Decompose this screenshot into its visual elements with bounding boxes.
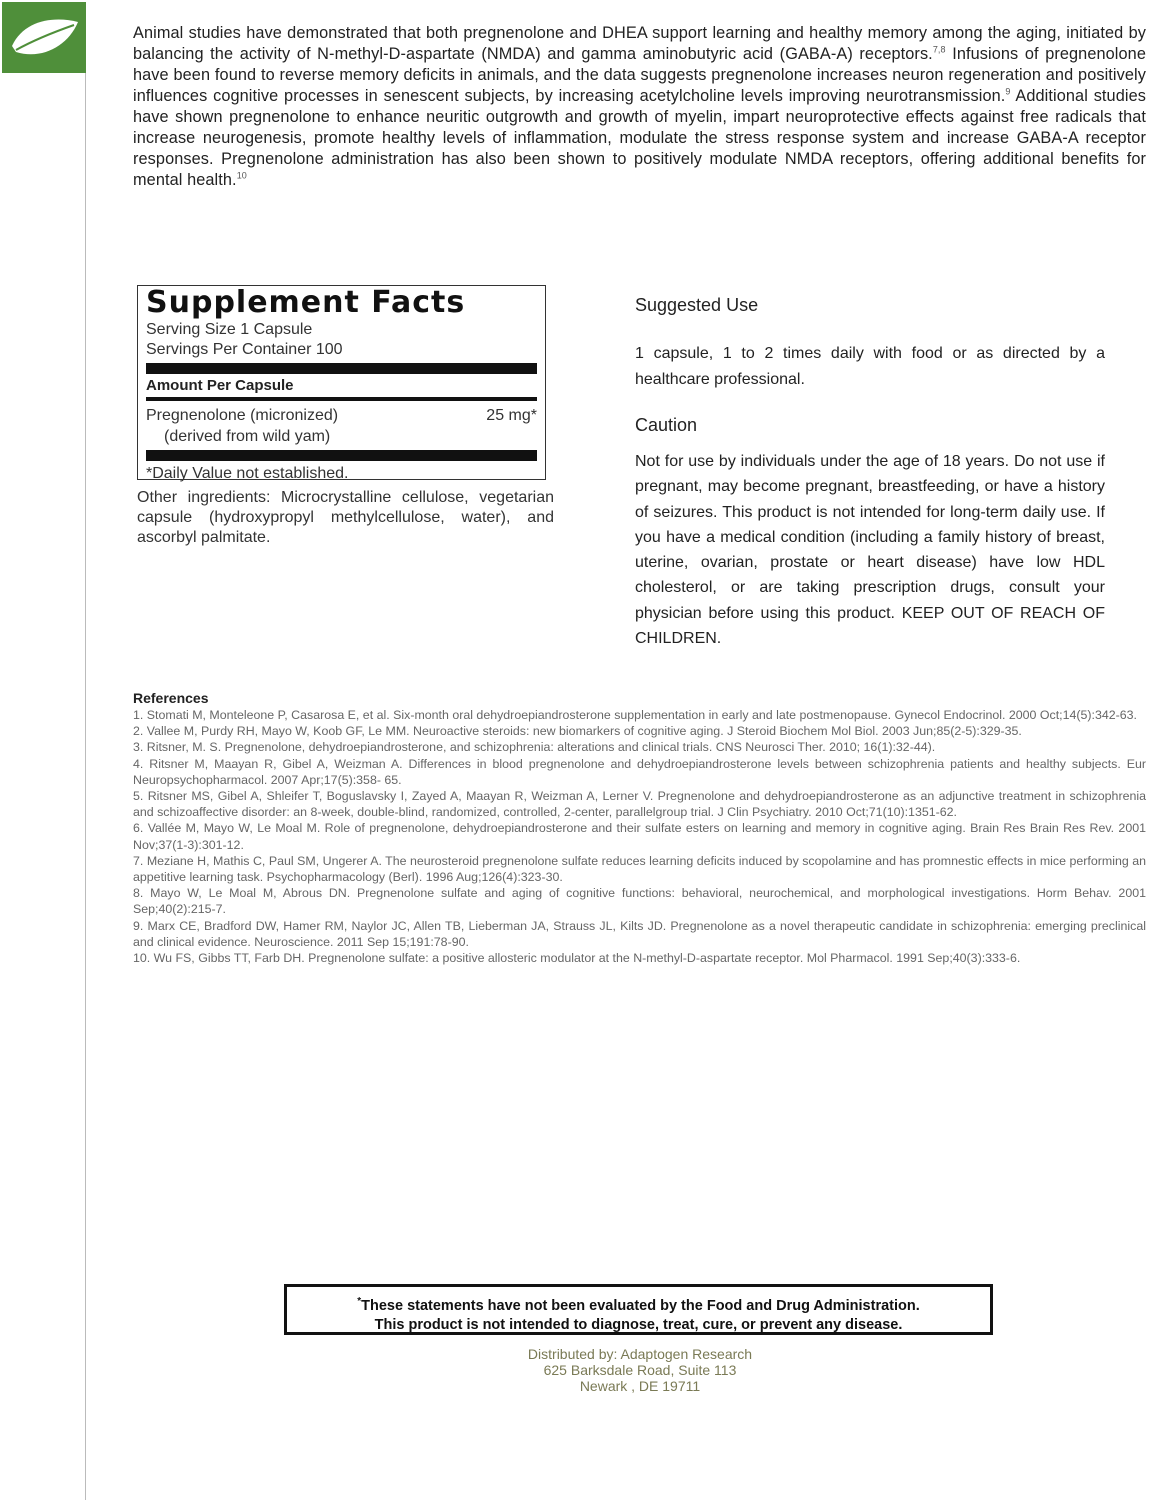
- reference-item: 7. Meziane H, Mathis C, Paul SM, Ungerer A. The neurosteroid pregnenolone sulfate reduces learning deficits induced by scopolamine and has promnestic effects in mice performing an appetitive learning task. Psychopharmacology (Berl). 1996 Aug;126(4):323-30.: [133, 853, 1146, 885]
- supplement-facts-panel: [137, 285, 546, 480]
- references-list: [133, 707, 1146, 966]
- intro-text-2: Infusions of pregnenolone have been found to reverse memory deficits in animals, and the data suggests pregnenolone increases neuron regeneration and positively influences cognitive processes in senescent subjects, by increasing acetylcholine levels improving neurotransmission.: [133, 45, 1146, 105]
- citation-superscript: 10: [236, 170, 247, 181]
- suggested-use-heading: Suggested Use: [635, 295, 759, 315]
- reference-item: 2. Vallee M, Purdy RH, Mayo W, Koob GF, Le MM. Neuroactive steroids: new biomarkers of cognitive aging. J Steroid Biochem Mol Biol. 2003 Jun;85(2-5):329-35.: [133, 724, 1022, 739]
- fda-disclaimer-line-2: This product is not intended to diagnose, treat, cure, or prevent any disease.: [374, 1316, 903, 1333]
- references-section: [133, 689, 1146, 966]
- distributor-address: 625 Barksdale Road, Suite 113: [543, 1362, 737, 1378]
- disclaimer-asterisk: *: [357, 1296, 362, 1307]
- reference-item: 10. Wu FS, Gibbs TT, Farb DH. Pregnenolone sulfate: a positive allosteric modulator at the N-methyl-D-aspartate receptor. Mol Pharmacol. 1991 Sep;40(3):333-6.: [133, 951, 1021, 966]
- caution-heading: Caution: [635, 415, 698, 435]
- reference-item: 8. Mayo W, Le Moal M, Abrous DN. Pregnenolone sulfate and aging of cognitive functions: behavioral, neurochemical, and morphological investigations. Horm Behav. 2001 Sep;40(2):215-7.: [133, 886, 1146, 917]
- ingredient-row: [146, 405, 537, 426]
- daily-value-note: *Daily Value not established.: [146, 465, 349, 482]
- servings-per-container: Servings Per Container 100: [146, 341, 343, 358]
- facts-divider-thin: [146, 397, 537, 401]
- leaf-icon: [2, 2, 86, 73]
- citation-superscript: 7,8: [932, 44, 946, 55]
- distributor-city: Newark , DE 19711: [579, 1378, 701, 1394]
- references-heading: References: [133, 690, 209, 706]
- reference-item: 9. Marx CE, Bradford DW, Hamer RM, Naylor JC, Allen TB, Lieberman JA, Strauss JL, Kilts JD. Pregnenolone as a novel therapeutic candidate in schizophrenia: emerging preclinical and clinical evidence. Neuroscience. 2011 Sep 15;191:78-90.: [133, 918, 1146, 949]
- reference-item: 5. Ritsner MS, Gibel A, Shleifer T, Boguslavsky I, Zayed A, Maayan R, Weizman A, Lerner V. Pregnenolone and dehydroepiandrosterone as an adjunctive treatment in schizophrenia and schizoaffective disorder: an 8-week, double-blind, randomized, controlled, 2-center, parallelgroup trial. J Clin Psychiatry. 2010 Oct;71(10):1351-62.: [133, 789, 1146, 820]
- distributor-info: [440, 1346, 840, 1394]
- ingredient-amount: 25 mg*: [486, 407, 537, 424]
- fda-disclaimer-box: [284, 1284, 993, 1335]
- intro-paragraph: [133, 23, 1146, 191]
- fda-disclaimer-line-1: [287, 1292, 990, 1316]
- reference-item: 4. Ritsner M, Maayan R, Gibel A, Weizman A. Differences in blood pregnenolone and dehydroepiandrosterone levels between schizophrenia patients and healthy subjects. Eur Neuropsychopharmacol. 2007 Apr;17(5):358- 65.: [133, 756, 1146, 787]
- facts-divider-thick: [146, 363, 537, 374]
- brand-logo: [2, 2, 86, 73]
- caution-text: Not for use by individuals under the age of 18 years. Do not use if pregnant, may become pregnant, breastfeeding, or have a history of seizures. This product is not intended for long-term daily use. If you have a medical condition (including a family history of breast, uterine, ovarian, prostate or heart disease) have low HDL cholesterol, or are taking prescription drugs, consult your physician before using this product. KEEP OUT OF REACH OF CHILDREN.: [635, 453, 1105, 648]
- serving-size: Serving Size 1 Capsule: [146, 321, 313, 338]
- facts-divider-thick: [146, 450, 537, 461]
- usage-column: [635, 293, 1105, 651]
- ingredient-source: (derived from wild yam): [164, 428, 331, 445]
- left-margin-rule: [85, 73, 86, 1500]
- disclaimer-text-1: These statements have not been evaluated by the Food and Drug Administration.: [361, 1297, 920, 1314]
- citation-superscript: 9: [1005, 86, 1011, 97]
- amount-per-capsule-label: Amount Per Capsule: [146, 377, 294, 394]
- other-ingredients: Other ingredients: Microcrystalline cellulose, vegetarian capsule (hydroxypropyl methylcellulose, water), and ascorbyl palmitate.: [137, 489, 554, 546]
- intro-text-3: Additional studies have shown pregnenolone to enhance neuritic outgrowth and growth of myelin, impart neuroprotective effects against free radicals that increase neurogenesis, promote healthy levels of inflammation, modulate the stress response system and increase GABA-A receptor responses. Pregnenolone administration has also been shown to positively modulate NMDA receptors, offering additional benefits for mental health.: [133, 87, 1146, 189]
- suggested-use-text: 1 capsule, 1 to 2 times daily with food or as directed by a healthcare professional.: [635, 345, 1105, 388]
- supplement-facts-title: Supplement Facts: [146, 285, 466, 320]
- reference-item: 6. Vallée M, Mayo W, Le Moal M. Role of pregnenolone, dehydroepiandrosterone and their sulfate esters on learning and memory in cognitive aging. Brain Res Brain Res Rev. 2001 Nov;37(1-3):301-12.: [133, 821, 1146, 852]
- distributor-name: Distributed by: Adaptogen Research: [527, 1346, 753, 1362]
- ingredient-name: Pregnenolone (micronized): [146, 407, 339, 424]
- intro-text-1: Animal studies have demonstrated that both pregnenolone and DHEA support learning and healthy memory among the aging, initiated by balancing the activity of N-methyl-D-aspartate (NMDA) and gamma aminobutyric acid (GABA-A) receptors.: [133, 24, 1146, 63]
- reference-item: 3. Ritsner, M. S. Pregnenolone, dehydroepiandrosterone, and schizophrenia: alterations and clinical trials. CNS Neurosci Ther. 2010; 16(1):32-44).: [133, 740, 936, 755]
- reference-item: 1. Stomati M, Monteleone P, Casarosa E, et al. Six-month oral dehydroepiandrosterone supplementation in early and late postmenopause. Gynecol Endocrinol. 2000 Oct;14(5):342-63.: [133, 708, 1137, 722]
